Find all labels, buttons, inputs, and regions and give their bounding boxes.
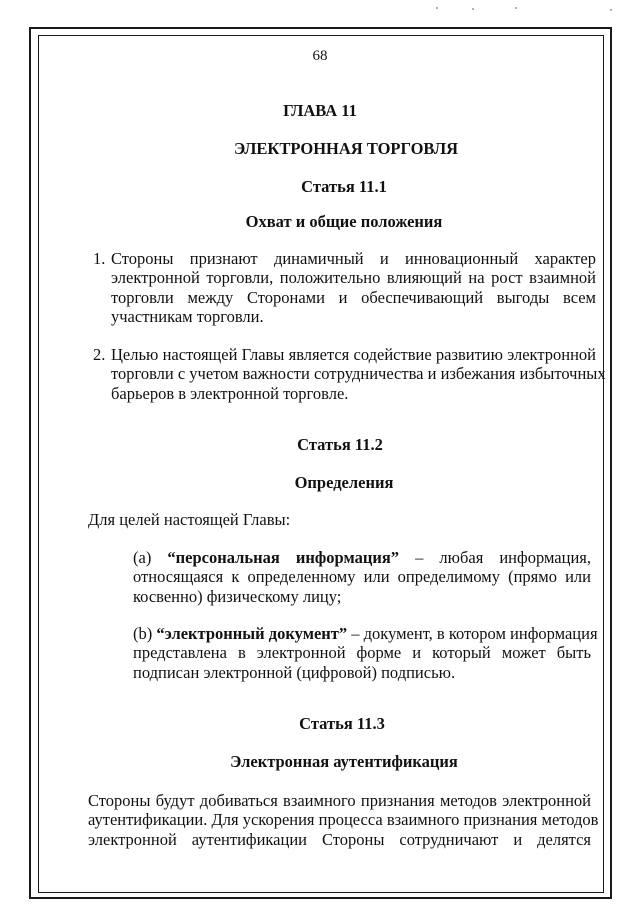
definition-b-label: (b): [133, 624, 157, 643]
article-11-1-heading: Статья 11.1: [301, 177, 387, 196]
article-11-3-line: Стороны будут добиваться взаимного признания методов электронной: [88, 791, 591, 810]
article-11-3-line: электронной аутентификации Стороны сотрудничают и делятся: [88, 829, 591, 849]
definition-a-label: (a): [133, 548, 168, 567]
definition-b: [133, 624, 598, 682]
scan-speck: [610, 9, 612, 11]
definition-b-line-1: [133, 624, 598, 643]
chapter-title: ЭЛЕКТРОННАЯ ТОРГОВЛЯ: [233, 139, 459, 158]
definition-a: [133, 548, 591, 606]
article-11-3-title: Электронная аутентификация: [230, 752, 458, 771]
paragraph-1-number: 1.: [93, 249, 106, 268]
definition-b-line: подписан электронной (цифровой) подписью.: [133, 662, 456, 682]
definition-a-text: – любая информация,: [399, 548, 591, 567]
paragraph-2-line: торговли с учетом важности сотрудничества и избежания избыточных: [111, 364, 606, 384]
article-11-3-heading: Статья 11.3: [299, 714, 385, 733]
paragraph-1-line: Стороны признают динамичный и инновационный характер: [111, 249, 596, 268]
paragraph-1: [111, 249, 596, 327]
page-number: 68: [312, 48, 328, 64]
article-11-1-title: Охват и общие положения: [245, 212, 443, 231]
definition-b-text: – документ, в котором информация: [347, 624, 598, 643]
paragraph-1-line: участникам торговли.: [111, 307, 264, 327]
article-11-3-line: аутентификации. Для ускорения процесса взаимного признания методов: [88, 810, 599, 830]
definition-b-term: “электронный документ”: [156, 624, 348, 643]
scan-speck: [515, 7, 517, 9]
definition-a-term: “персональная информация”: [167, 548, 400, 567]
paragraph-2-number: 2.: [93, 345, 106, 364]
definition-a-line: косвенно) физическому лицу;: [133, 586, 342, 606]
article-11-2-title: Определения: [294, 473, 394, 492]
paragraph-1-line: торговли между Сторонами и обеспечивающий выгоды всем: [111, 287, 596, 307]
definition-b-line: представлена в электронной форме и который может быть: [133, 643, 591, 663]
article-11-2-heading: Статья 11.2: [297, 435, 383, 454]
paragraph-2-line: Целью настоящей Главы является содействие развитию электронной: [111, 345, 596, 364]
scan-speck: [472, 8, 474, 10]
paragraph-2: [111, 345, 606, 403]
paragraph-1-line: электронной торговли, положительно влияющий на рост взаимной: [111, 268, 596, 288]
scan-speck: [436, 7, 438, 9]
article-11-3-paragraph: [88, 791, 599, 849]
chapter-heading: ГЛАВА 11: [283, 101, 357, 120]
definition-a-line-1: [133, 548, 591, 567]
definitions-intro: Для целей настоящей Главы:: [88, 510, 291, 529]
paragraph-2-line: барьеров в электронной торговле.: [111, 383, 349, 403]
definition-a-line: относящаяся к определенному или определимому (прямо или: [133, 567, 591, 587]
